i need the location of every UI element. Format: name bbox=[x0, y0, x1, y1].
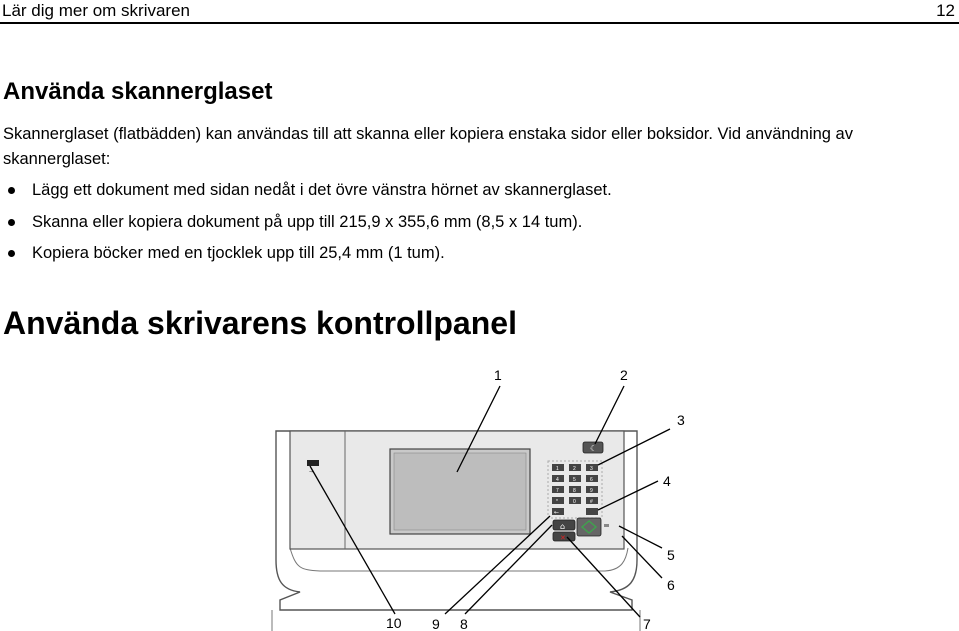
pause-button[interactable] bbox=[586, 508, 598, 515]
key-star[interactable] bbox=[552, 497, 564, 504]
callout-8: 8 bbox=[460, 616, 468, 631]
key-star-label: * bbox=[556, 499, 558, 505]
indicator-light bbox=[604, 524, 609, 527]
key-2-label: 2 bbox=[573, 466, 576, 472]
key-hash-label: # bbox=[590, 499, 593, 505]
key-9-label: 9 bbox=[590, 488, 593, 494]
callout-10: 10 bbox=[386, 615, 402, 631]
usb-symbol-icon: ⇝ bbox=[309, 469, 314, 475]
stop-icon: ✕ bbox=[560, 534, 566, 542]
key-5-label: 5 bbox=[573, 477, 576, 483]
key-6-label: 6 bbox=[590, 477, 593, 483]
key-8-label: 8 bbox=[573, 488, 576, 494]
key-7-label: 7 bbox=[556, 488, 559, 494]
key-3-label: 3 bbox=[590, 466, 593, 472]
callout-6: 6 bbox=[667, 577, 675, 593]
section-heading-control-panel: Använda skrivarens kontrollpanel bbox=[3, 305, 517, 341]
callout-1: 1 bbox=[494, 367, 502, 383]
bullet-text: Lägg ett dokument med sidan nedåt i det övre vänstra hörnet av skannerglaset. bbox=[32, 181, 612, 199]
callout-7: 7 bbox=[643, 616, 651, 631]
section-heading-scanner-glass: Använda skannerglaset bbox=[3, 78, 273, 105]
home-icon: ⌂ bbox=[560, 522, 566, 531]
header-title: Lär dig mer om skrivaren bbox=[2, 1, 191, 20]
key-4-label: 4 bbox=[556, 477, 559, 483]
usb-port-icon bbox=[307, 460, 319, 466]
bullet-text: Skanna eller kopiera dokument på upp till 215,9 x 355,6 mm (8,5 x 14 tum). bbox=[32, 212, 583, 231]
callout-9: 9 bbox=[432, 616, 440, 631]
callout-5: 5 bbox=[667, 547, 675, 563]
callout-2: 2 bbox=[620, 367, 628, 383]
panel-base bbox=[272, 610, 640, 631]
intro-paragraph: Skannerglaset (flatbädden) kan användas till att skanna eller kopiera enstaka sidor eller boksidor. Vid användning av skannerglaset: bbox=[3, 125, 853, 168]
callout-3: 3 bbox=[677, 412, 685, 428]
key-1-label: 1 bbox=[556, 466, 559, 472]
backspace-icon: ← bbox=[554, 509, 560, 516]
bullet-text: Kopiera böcker med en tjocklek upp till 25,4 mm (1 tum). bbox=[32, 244, 445, 262]
key-0-label: 0 bbox=[573, 499, 576, 505]
panel-lip bbox=[290, 548, 628, 571]
page-number: 12 bbox=[936, 1, 955, 20]
callout-4: 4 bbox=[663, 473, 671, 489]
moon-icon: ☾ bbox=[590, 444, 598, 453]
